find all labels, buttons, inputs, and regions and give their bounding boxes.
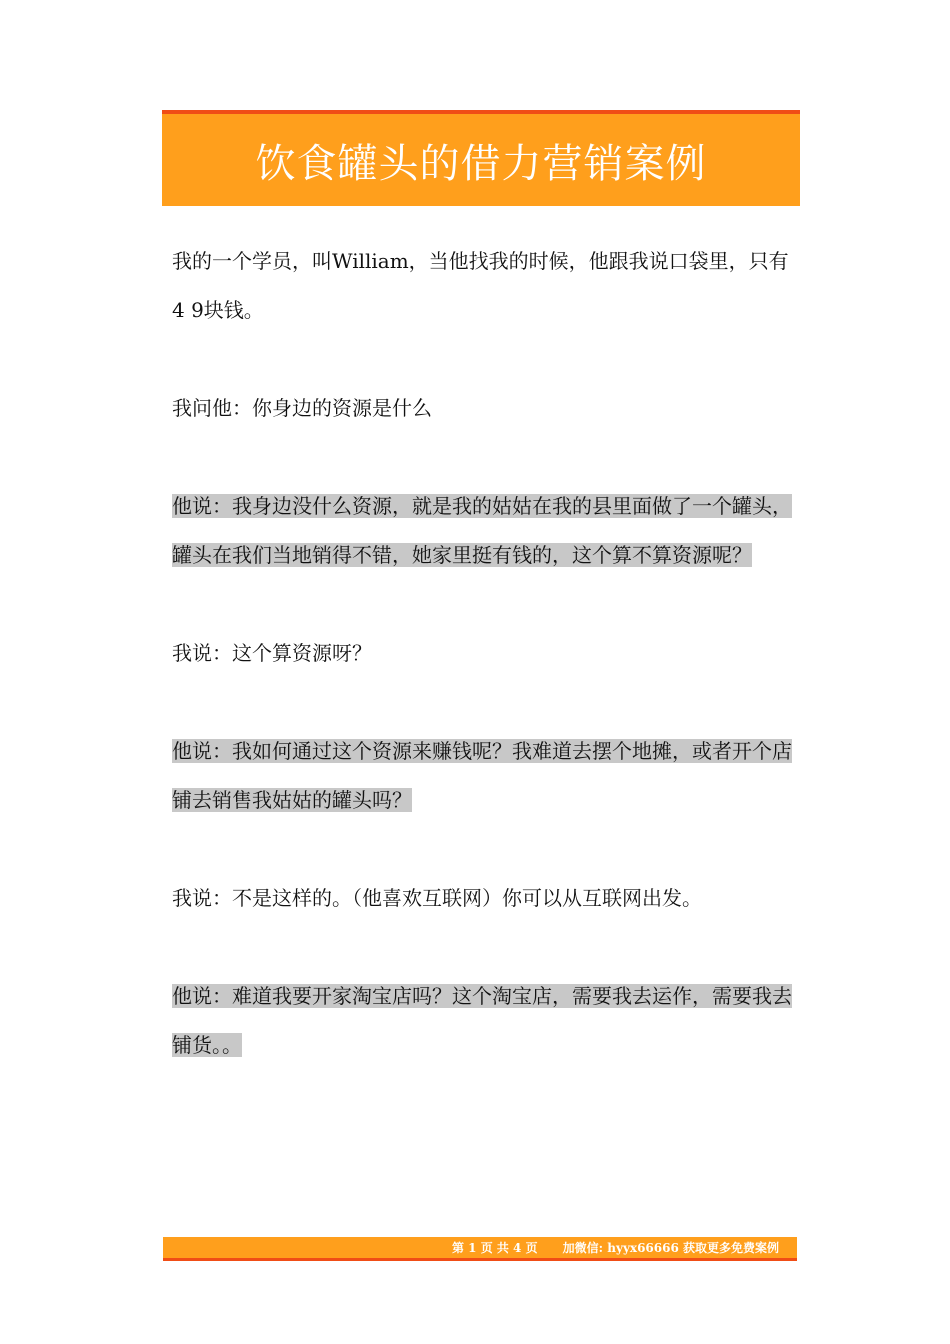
paragraph-is-resource: [172, 629, 792, 678]
document-body: [172, 237, 792, 1070]
page-title: 饮食罐头的借力营销案例: [255, 140, 707, 187]
paragraph-text: 我说：这个算资源呀？: [172, 641, 372, 665]
paragraph-question-resources: [172, 384, 792, 433]
paragraph-text: 他说：我如何通过这个资源来赚钱呢？我难道去摆个地摊，或者开个店铺去销售我姑姑的罐头吗？: [172, 739, 792, 812]
paragraph-taobao: [172, 972, 792, 1070]
paragraph-text: 我问他：你身边的资源是什么: [172, 396, 432, 420]
paragraph-text: 我说：不是这样的。（他喜欢互联网）你可以从互联网出发。: [172, 886, 702, 910]
footer-text: 第 1 页 共 4 页 加微信: hyyx66666 获取更多免费案例: [451, 1241, 779, 1255]
paragraph-intro: [172, 237, 792, 335]
paragraph-text: 他说：我身边没什么资源，就是我的姑姑在我的县里面做了一个罐头，罐头在我们当地销得不错，她家里挺有钱的，这个算不算资源呢？: [172, 494, 792, 567]
paragraph-how-earn: [172, 727, 792, 825]
paragraph-aunt-cans: [172, 482, 792, 580]
paragraph-internet: [172, 874, 792, 923]
title-banner: [162, 110, 800, 206]
page-footer: [163, 1237, 797, 1261]
paragraph-text: 我的一个学员，叫William，当他找我的时候，他跟我说口袋里，只有4 9块钱。: [172, 249, 789, 322]
paragraph-text: 他说：难道我要开家淘宝店吗？这个淘宝店，需要我去运作，需要我去铺货。。: [172, 984, 792, 1057]
